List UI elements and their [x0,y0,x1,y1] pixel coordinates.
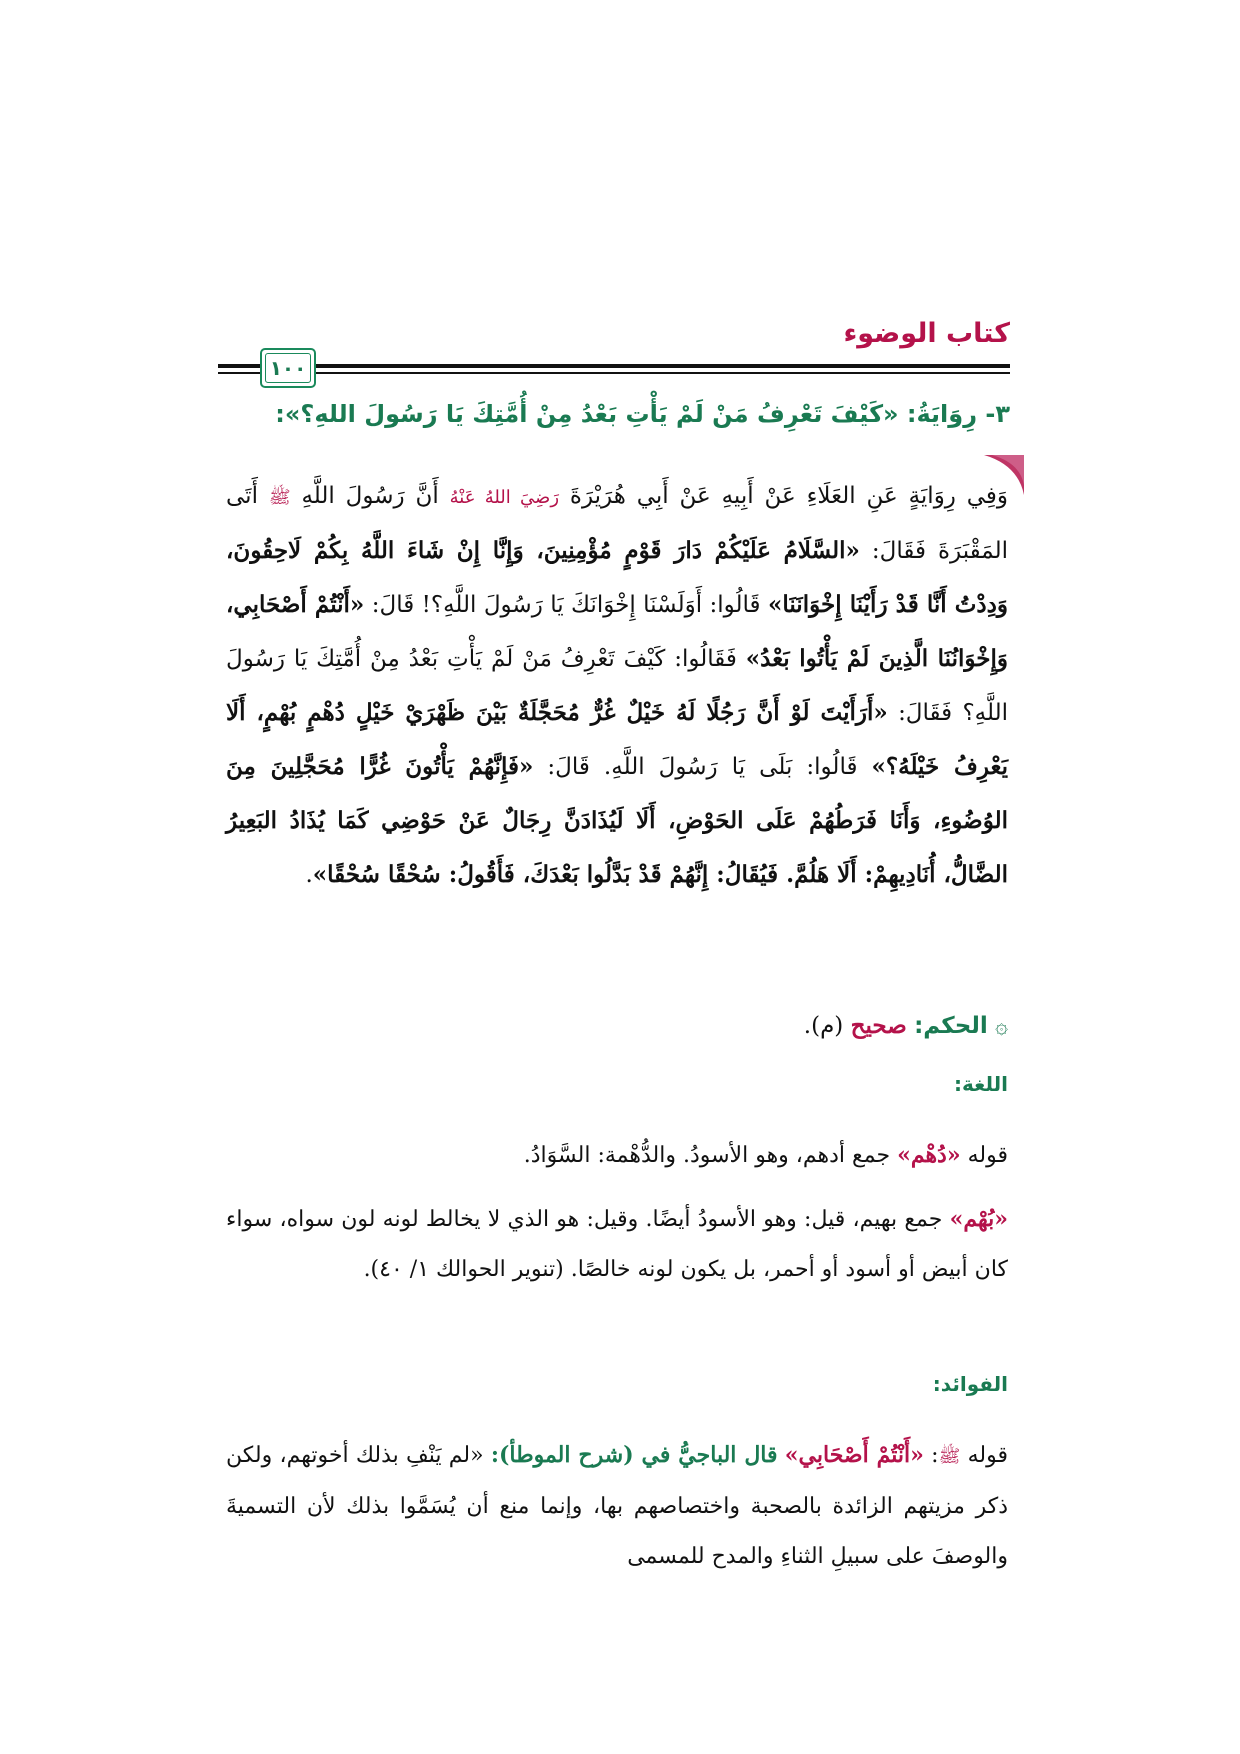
ruling-line [226,1012,1008,1039]
hadith-text-1: قَالُوا: أَوَلَسْنَا إِخْوَانَكَ يَا رَسُولَ اللَّهِ؟! [421,592,761,618]
language-term-buhm: «بُهْم» [949,1206,1008,1232]
benefits-rest: «لم يَنْفِ بذلك أخوتهم، ولكن ذكر مزيتهم الزائدة بالصحبة واختصاصهم بها، وإنما منع أن يُسَمَّوا بذلك لأن التسميةَ والوصفَ على سبيلِ الثناءِ والمدح للمسمى [226,1443,1008,1569]
honor-prophet: ﷺ [268,487,291,508]
flower-ornament-icon: ۞ [995,1014,1008,1039]
language-paragraph-2 [226,1194,1008,1295]
hadith-quote-3: «أَرَأَيْتَ لَوْ أَنَّ رَجُلًا لَهُ خَيْلٌ غُرٌّ مُحَجَّلَةٌ بَيْنَ ظَهْرَيْ خَيْلٍ دُهْمٍ بُهْمٍ، أَلَا يَعْرِفُ خَيْلَهُ؟» [226,699,1009,780]
hadith-text-3: فَقَالُوا: كَيْفَ تَعْرِفُ مَنْ لَمْ يَأْتِ بَعْدُ مِنْ أُمَّتِكَ يَا رَسُولَ اللَّهِ؟ فَقَالَ: [226,646,1008,726]
benefits-honor-prophet: ﷺ [938,1446,961,1467]
page-number-frame [260,348,316,388]
header-rule-thick [218,364,1010,368]
section-title: رِوَايَةُ: «كَيْفَ تَعْرِفُ مَنْ لَمْ يَأْتِ بَعْدُ مِنْ أُمَّتِكَ يَا رَسُولَ اللهِ؟»: [275,400,978,428]
benefits-colon: : [931,1443,939,1468]
honor-companion: رَضِيَ اللهُ عَنْهُ [449,487,560,508]
ruling-source: (م). [803,1013,844,1039]
hadith-text-4: قَالُوا: بَلَى يَا رَسُولَ اللَّهِ. قَالَ: [547,754,858,780]
hadith-text [226,470,1008,902]
hadith-text-2: قَالَ: [371,592,415,618]
hadith-quote-4: «فَإِنَّهُمْ يَأْتُونَ غُرًّا مُحَجَّلِينَ مِنَ الوُضُوءِ، وَأَنَا فَرَطُهُمْ عَلَى الحَوْضِ، أَلَا لَيُذَادَنَّ رِجَالٌ عَنْ حَوْضِي كَمَا يُذَادُ البَعِيرُ الضَّالُّ، أُنَادِيهِمْ: أَلَا هَلُمَّ. فَيُقَالُ: إِنَّهُمْ قَدْ بَدَّلُوا بَعْدَكَ، فَأَقُولُ: سُحْقًا سُحْقًا» [226,753,1008,888]
benefits-citation: قال الباجيُّ في (شرح الموطأ): [490,1442,778,1468]
language-term-duhm: «دُهْم» [897,1142,961,1168]
ruling-label: الحكم: [914,1013,988,1039]
hadith-quote-2: «أَنْتُمْ أَصْحَابِي، وَإِخْوَانُنَا الَّذِينَ لَمْ يَأْتُوا بَعْدُ» [226,591,1009,672]
hadith-came-to: أَتَى المَقْبَرَةَ فَقَالَ: [226,483,1008,564]
hadith-after-companion: أَنَّ رَسُولَ اللَّهِ [301,483,439,509]
page-number: ١٠٠ [269,356,307,380]
language-p2-rest: جمع بهيم، قيل: وهو الأسودُ أيضًا. وقيل: هو الذي لا يخالط لونه لون سواه، سواء كان أبيض أو أسود أو أحمر، بل يكون لونه خالصًا. (تنوير الحوالك ١/ ٤٠). [226,1207,1008,1282]
book-title: كتاب الوضوء [843,318,1010,349]
section-number: ٣- [985,400,1010,428]
ruling-grade: صحيح [850,1012,907,1039]
benefits-term: «أَنْتُمْ أَصْحَابِي» [784,1442,924,1468]
hadith-end: . [305,862,313,888]
benefits-paragraph [226,1430,1008,1582]
header-rule-thin [218,372,1010,374]
language-paragraph-1 [226,1130,1008,1181]
page-header [218,318,1010,388]
section-heading [220,400,1010,428]
hadith-quote-1: «السَّلَامُ عَلَيْكُمْ دَارَ قَوْمٍ مُؤْمِنِينَ، وَإِنَّا إِنْ شَاءَ اللَّهُ بِكُمْ لَاحِقُونَ، وَدِدْتُ أَنَّا قَدْ رَأَيْنَا إِخْوَانَنَا» [226,537,1009,618]
benefits-heading: الفوائد: [932,1372,1008,1396]
language-p1-rest: جمع أدهم، وهو الأسودُ. والدُّهْمة: السَّوَادُ. [523,1143,891,1168]
language-p1-prefix: قوله [967,1143,1008,1168]
hadith-intro: وَفِي رِوَايَةٍ عَنِ العَلَاءِ عَنْ أَبِيهِ عَنْ أَبِي هُرَيْرَةَ [569,483,1009,509]
benefits-prefix: قوله [967,1443,1008,1468]
language-heading: اللغة: [954,1072,1008,1096]
